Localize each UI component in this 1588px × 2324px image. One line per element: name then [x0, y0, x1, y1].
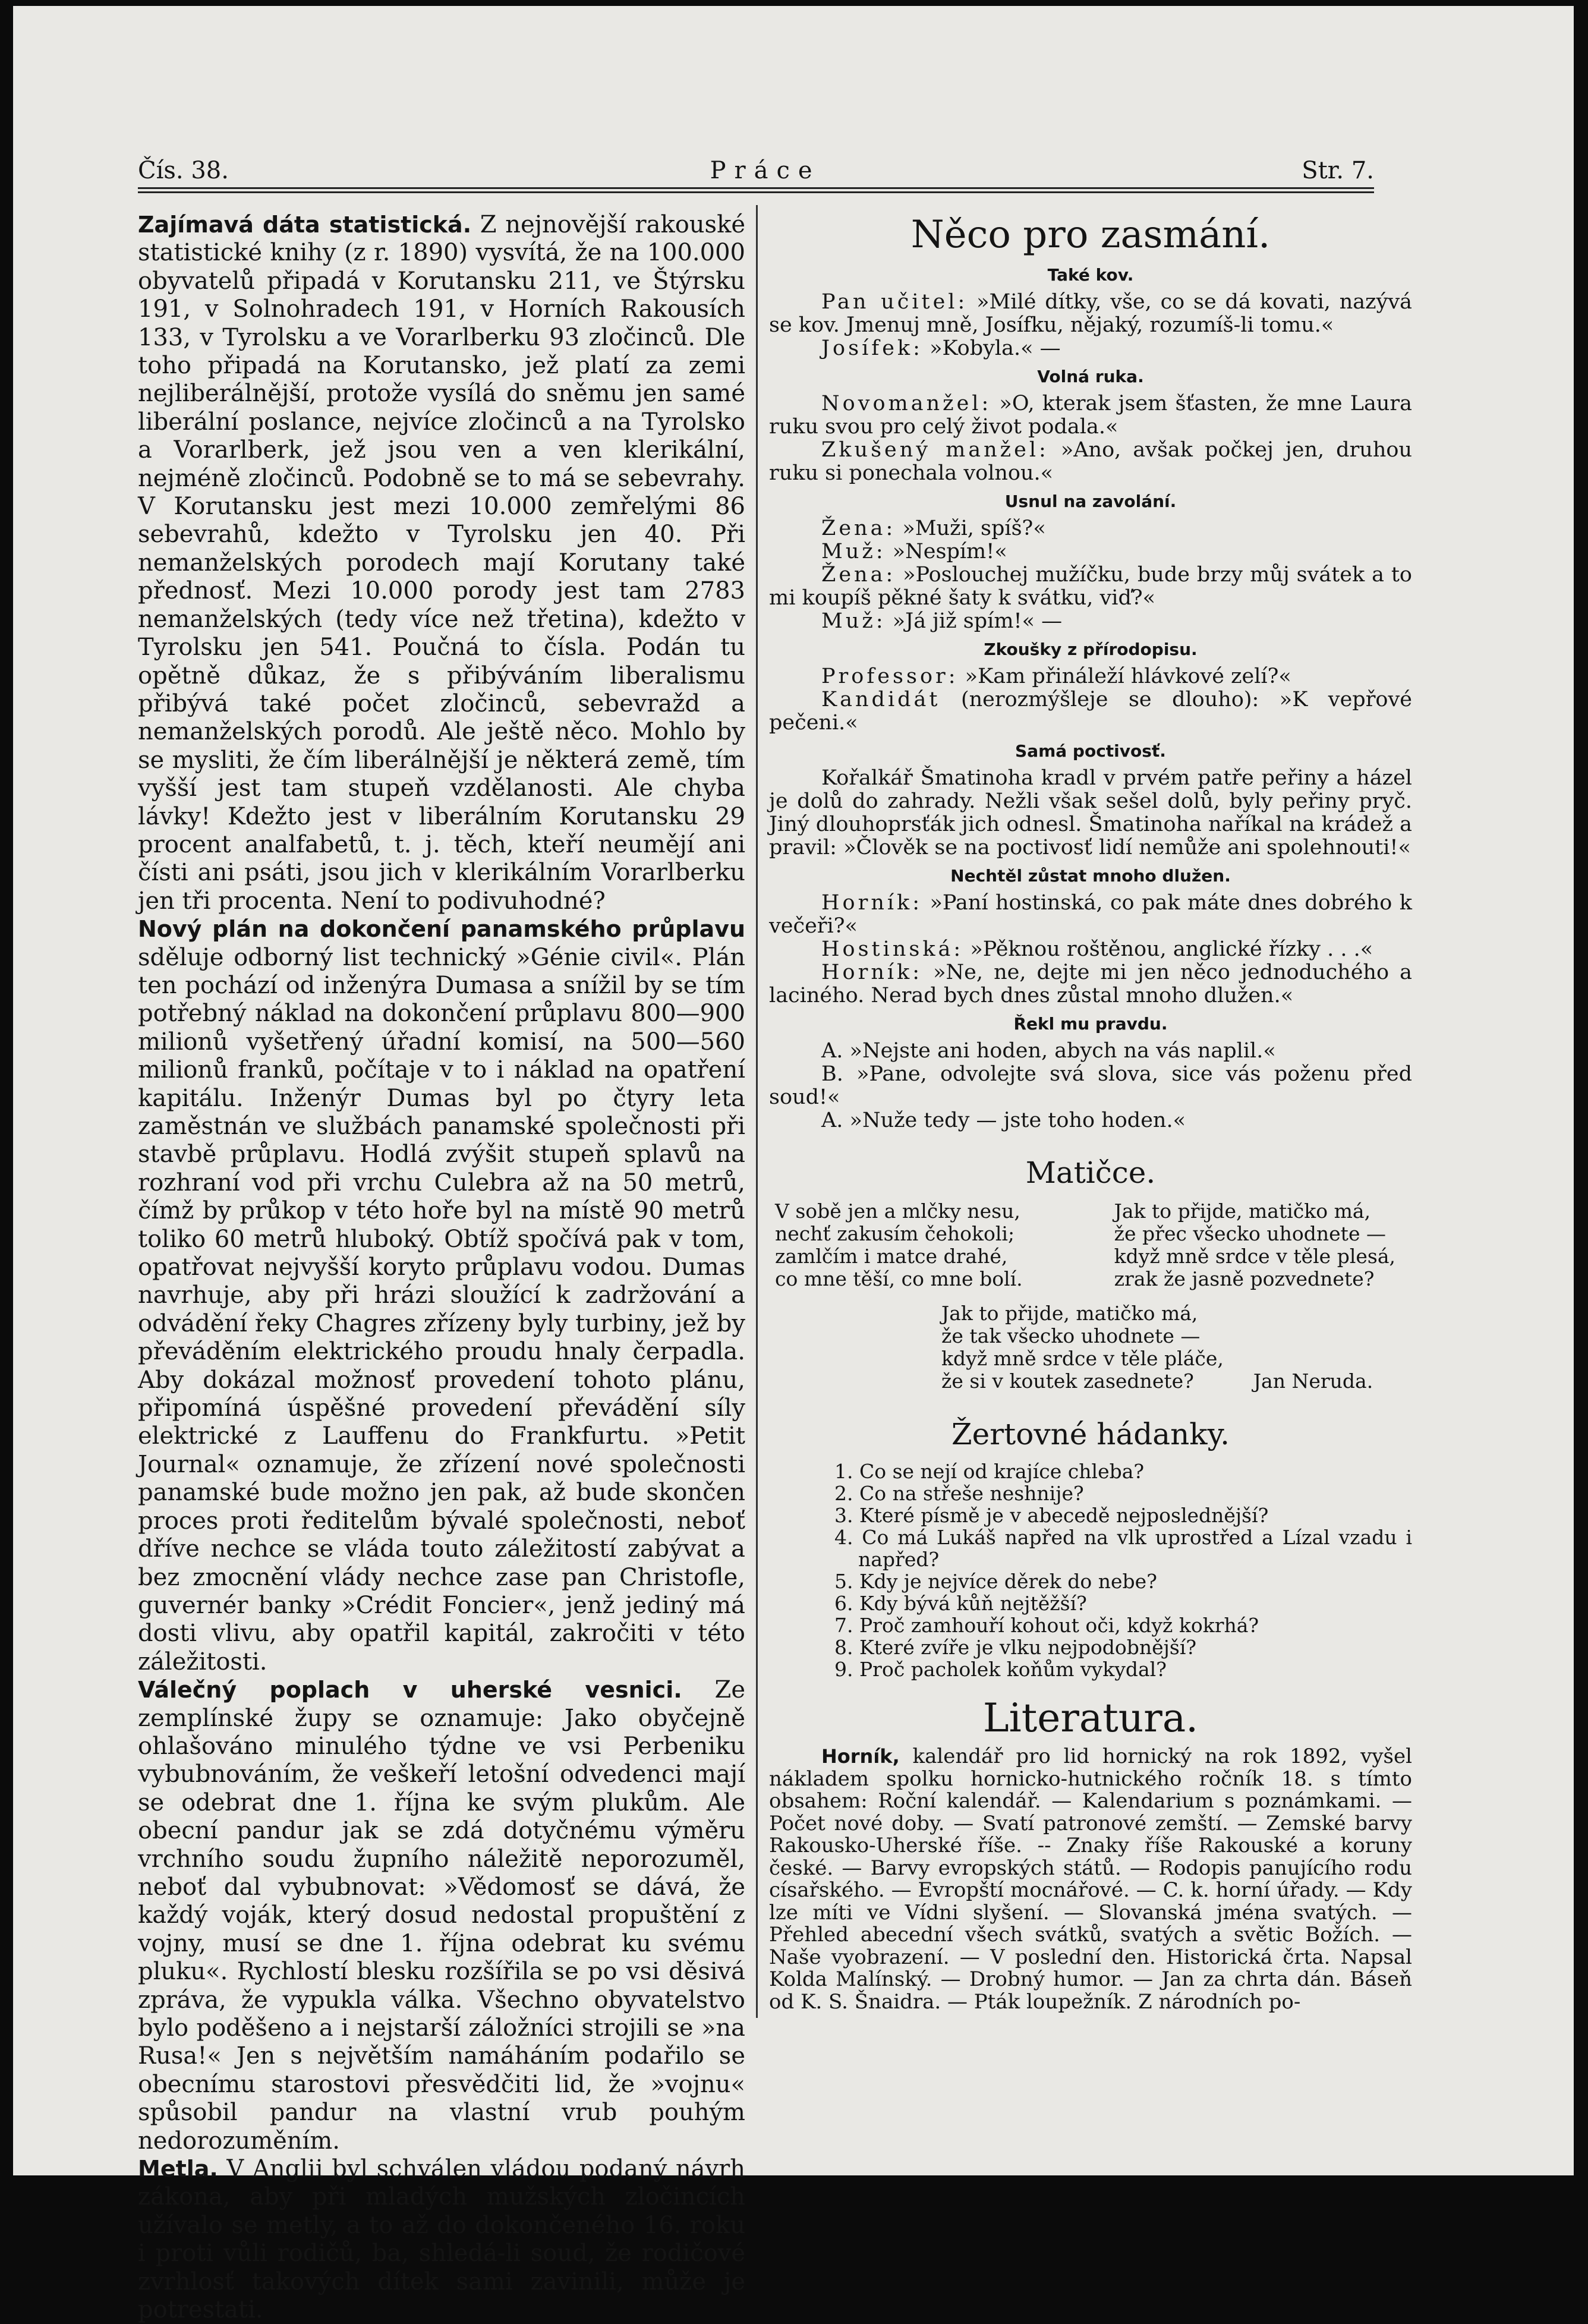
riddle-item: 1. Co se nejí od krajíce chleba?	[834, 1460, 1145, 1483]
joke-speaker: Žena:	[821, 563, 896, 587]
joke-line	[769, 540, 1412, 563]
joke-title: Samá poctivosť.	[1015, 741, 1166, 761]
literature-text	[769, 1746, 1412, 2013]
newspaper-page	[13, 6, 1574, 2324]
joke-text: »Ano, avšak počkej jen, druhou ruku si ponechala volnou.«	[769, 438, 1412, 485]
joke-text: »Kam přináleží hlávkové zelí?«	[958, 665, 1291, 688]
article-text: sděluje odborný list technický »Génie civil«. Plán ten pochází od inženýra Dumasa a snížil by se tím potřebný náklad na dokončení průplavu 800—900 milionů vyšetřený úřadní komisí, na 500—560 milionů franků, počítaje v to i náklad na opatření kapitálu. Inženýr Dumas byl po čtyry leta zaměstnán ve službách panamské společnosti při stavbě průplavu. Hodlá zvýšit stupeň splavů na rozhraní vod při vrchu Culebra až na 50 metrů, čímž by průkop v této hoře byl na místě 90 metrů toliko 60 metrů hluboký. Obtíž spočívá pak v tom, opatřovat nejvyšší koryto průplavu vodou. Dumas navrhuje, aby při hrázi sloužící k zadržování a odvádění řeky Chagres zřízeny byly turbiny, jež by převáděním elektrického proudu hnaly čerpadla. Aby dokázal možnosť provedení tohoto plánu, připomíná úspěšné provedení převádění síly elektrické z Lauffenu do Frankfurtu. »Petit Journal« oznamuje, že zřízení nové společnosti panamské bude možno jen pak, až bude skončen proces proti ředitelům bývalé společnosti, neboť dříve nechce se vláda touto záležitostí zabývat a bez zmocnění vlády nechce zase pan Christofle, guvernér banky »Crédit Foncier«, jenž jediný má dosti vlivu, aby opatřil kapitál, zakročiti v této záležitosti.	[138, 943, 745, 1676]
article-heading: Metla.	[138, 2156, 218, 2183]
poem-stanzas	[769, 1200, 1412, 1290]
fun-section-title: Něco pro zasmání.	[910, 213, 1271, 257]
joke-title: Nechtěl zůstat mnoho dlužen.	[950, 866, 1231, 886]
joke-line	[769, 610, 1412, 633]
poem-title: Matičce.	[1025, 1155, 1156, 1190]
newspaper-title: Práce	[710, 157, 821, 184]
header-rule-2	[138, 191, 1374, 193]
joke-speaker: Zkušený manžel:	[821, 438, 1049, 462]
article-heading: Zajímavá dáta statistická.	[138, 212, 472, 238]
issue-number: Čís. 38.	[138, 157, 229, 184]
joke-speaker: Žena:	[821, 517, 896, 540]
joke-line	[769, 563, 1412, 610]
joke-text: »Paní hostinská, co pak máte dnes dobrého k večeři?«	[769, 891, 1412, 938]
poem-stanza-2: Jak to přijde, matičko má, že přec všecko uhodnete — když mně srdce v těle plesá, zrak že jasně pozvednete?	[1114, 1199, 1395, 1290]
poem-stanza-3-block	[941, 1302, 1412, 1393]
article-statistics	[138, 211, 745, 915]
joke-speaker: Josífek:	[821, 336, 923, 360]
joke-line	[769, 1109, 1412, 1132]
joke-text: (nerozmýšleje se dlouho): »K vepřové pečeni.«	[769, 688, 1412, 735]
joke-text: »Poslouchej mužíčku, bude brzy můj svátek a to mi koupíš pěkné šaty k svátku, viď?«	[769, 563, 1412, 610]
column-divider	[756, 205, 758, 2018]
right-column	[769, 211, 1412, 2013]
joke-speaker: Horník:	[821, 891, 923, 915]
joke-text: Kořalkář Šmatinoha kradl v prvém patře peřiny a házel je dolů do zahrady. Nežli však sešel dolů, byly peřiny pryč. Jiný dlouhoprsťák jich odnesl. Šmatinoha naříkal na krádež a pravil: »Člověk se na poctivosť lidí nemůže ani spolehnouti!«	[769, 766, 1412, 859]
joke-line	[769, 517, 1412, 540]
joke-text: »Kobyla.« —	[922, 336, 1061, 360]
jokes-list	[769, 263, 1412, 1132]
joke-text: »Pěknou roštěnou, anglické řízky . . .«	[963, 937, 1373, 961]
poem-stanza-1: V sobě jen a mlčky nesu, nechť zakusím čehokoli; zamlčím i matce drahé, co mne těší, co mne bolí.	[775, 1199, 1023, 1290]
joke-title: Usnul na zavolání.	[1004, 492, 1177, 511]
joke-title: Volná ruka.	[1037, 367, 1144, 386]
riddle-item: 7. Proč zamhouří kohout oči, když kokrhá?	[834, 1614, 1259, 1637]
joke-speaker: Muž:	[821, 540, 886, 563]
literature-body: kalendář pro lid hornický na rok 1892, vyšel nákladem spolku hornicko-hutnického ročník 18. s tímto obsahem: Roční kalendář. — Kalendarium s poznámkami. — Počet nové doby. — Svatí patronové zemští. — Zemské barvy Rakousko-Uherské říše. -- Znaky říše Rakouské a koruny české. — Barvy evropských států. — Rodopis panujícího rodu císařského. — Evropští mocnářové. — C. k. horní úřady. — Kdy lze míti ve Vídni slyšení. — Slovanská jména svatých. — Přehled abecední všech svátků, svatých a světic Božích. — Naše vyobrazení. — V poslední den. Historická črta. Napsal Kolda Malínský. — Drobný humor. — Jan za chrta dán. Báseň od K. S. Šnaidra. — Pták loupežník. Z národních po-	[769, 1744, 1412, 2014]
riddle-item: 2. Co na střeše neshnije?	[834, 1482, 1084, 1505]
article-text: V Anglii byl schválen vládou podaný návrh zákona, aby při mladých mužských zločincích užívalo se metly, a to až do dokončeného 16. roku i proti vůli rodičů, ba, shledá-li soud, že rodičové zvrhlosť takových dítek sami zavinili, může je potrestati.	[138, 2155, 745, 2324]
joke-line	[769, 892, 1412, 938]
riddle-item: 5. Kdy je nejvíce děrek do nebe?	[834, 1570, 1157, 1593]
joke-line	[769, 688, 1412, 735]
header-rule	[138, 187, 1374, 189]
joke-text: »Muži, spíš?«	[896, 517, 1046, 540]
joke-title: Také kov.	[1047, 265, 1134, 285]
riddle-item: 3. Které písmě je v abecedě nejposlednější?	[834, 1504, 1269, 1527]
article-heading: Nový plán na dokončení panamského průplavu	[138, 916, 745, 943]
joke-line	[769, 1040, 1412, 1063]
page-header	[138, 149, 1374, 184]
joke-line	[769, 665, 1412, 688]
poem-author: Jan Neruda.	[1253, 1369, 1373, 1393]
riddle-item: 4. Co má Lukáš napřed na vlk uprostřed a Lízal vzadu i napřed?	[834, 1526, 1412, 1571]
joke-line	[769, 1063, 1412, 1109]
joke-text: »Milé dítky, vše, co se dá kovati, nazývá se kov. Jmenuj mně, Josífku, nějaký, rozumíš-li tomu.«	[769, 290, 1412, 337]
joke-text: B. »Pane, odvolejte svá slova, sice vás poženu před soud!«	[769, 1062, 1412, 1109]
joke-speaker: Kandidát	[821, 688, 941, 711]
joke-text: »Nespím!«	[886, 540, 1007, 563]
joke-line	[769, 439, 1412, 485]
joke-line	[769, 961, 1412, 1007]
riddle-item: 9. Proč pacholek koňům vykydal?	[834, 1658, 1167, 1681]
article-panama	[138, 915, 745, 1676]
joke-text: »Ne, ne, dejte mi jen něco jednoduchého a laciného. Nerad bych dnes zůstal mnoho dlužen.«	[769, 961, 1412, 1007]
page-number: Str. 7.	[1302, 157, 1374, 184]
joke-text: A. »Nuže tedy — jste toho hoden.«	[821, 1109, 1186, 1132]
literature-heading: Horník,	[821, 1745, 900, 1768]
joke-speaker: Muž:	[821, 609, 886, 633]
article-metla	[138, 2155, 745, 2324]
joke-title: Řekl mu pravdu.	[1013, 1014, 1168, 1034]
joke-text: »Já již spím!« —	[886, 609, 1063, 633]
riddles-list	[769, 1460, 1412, 1680]
joke-speaker: Pan učitel:	[821, 290, 968, 314]
poem-stanza-3: Jak to přijde, matičko má, že tak všecko uhodnete — když mně srdce v těle pláče, že si v koutek zasednete?	[941, 1302, 1224, 1393]
joke-line	[769, 337, 1412, 360]
joke-line	[769, 938, 1412, 961]
riddles-title: Žertovné hádanky.	[951, 1417, 1230, 1451]
joke-line	[769, 392, 1412, 439]
article-heading: Válečný poplach v uherské vesnici.	[138, 1677, 682, 1703]
left-column	[138, 211, 745, 2324]
joke-speaker: Hostinská:	[821, 937, 964, 961]
joke-speaker: Novomanžel:	[821, 392, 992, 415]
joke-text: »O, kterak jsem šťasten, že mne Laura ruku svou pro celý život podala.«	[769, 392, 1412, 439]
joke-speaker: Horník:	[821, 961, 923, 984]
article-war-alarm	[138, 1676, 745, 2155]
article-text: Z nejnovější rakouské statistické knihy (z r. 1890) vysvítá, že na 100.000 obyvatelů připadá v Korutansku 211, ve Štýrsku 191, v Solnohradech 191, v Horních Rakousích 133, v Tyrolsku a ve Vorarlberku 93 zločinců. Dle toho připadá na Korutansko, jež platí za zemi nejliberálnější, protože vysílá do sněmu jen samé liberální poslance, nejvíce zločinců a na Tyrolsko a Vorarlberk, jež jsou ven a ven klerikální, nejméně zločinců. Podobně se to má se sebevrahy. V Korutansku jest mezi 10.000 zemřelými 86 sebevrahů, kdežto v Tyrolsku jen 40. Při nemanželských porodech mají Korutany také přednosť. Mezi 10.000 porody jest tam 2783 nemanželských (tedy více než třetina), kdežto v Tyrolsku jen 541. Poučná to čísla. Podán tu opětně důkaz, že s přibýváním liberalismu přibývá také počet zločinců, sebevražd a nemanželských porodů. Ale ještě něco. Mohlo by se mysliti, že čím liberálnější je některá země, tím vyšší jest tam stupeň vzdělanosti. Ale chyba lávky! Kdežto jest v liberálním Korutansku 29 procent analfabetů, t. j. těch, kteří neumějí ani čísti ani psáti, jsou jich v klerikálním Vorarlberku jen tři procenta. Není to podivuhodné?	[138, 211, 745, 915]
joke-line	[769, 291, 1412, 337]
joke-line	[769, 767, 1412, 859]
joke-text: A. »Nejste ani hoden, abych na vás naplil.«	[821, 1039, 1276, 1063]
literature-title: Literatura.	[982, 1695, 1199, 1741]
riddle-item: 8. Které zvíře je vlku nejpodobnější?	[834, 1636, 1197, 1659]
joke-title: Zkoušky z přírodopisu.	[984, 640, 1198, 659]
riddle-item: 6. Kdy bývá kůň nejtěžší?	[834, 1592, 1087, 1615]
joke-speaker: Professor:	[821, 665, 959, 688]
article-text: Ze zemplínské župy se oznamuje: Jako obyčejně ohlašováno minulého týdne ve vsi Perbeniku vybubnováním, že veškeří letošní odvedenci mají se odebrat dne 1. října ke svým plukům. Ale obecní pandur jak se zdá dotyčnému výměru vrchního soudu župního náležitě neporozuměl, neboť dal vybubnovat: »Vědomosť se dává, že každý voják, který dosud nedostal propuštění z vojny, musí se dne 1. října odebrat ku svému pluku«. Rychlostí blesku rozšířila se po vsi děsivá zpráva, že vypukla válka. Všechno obyvatelstvo bylo poděšeno a i nejstarší záložníci strojili se »na Rusa!« Jen s největším namáháním podařilo se obecnímu starostovi přesvědčiti lid, že »vojnu« spůsobil pandur na vlastní vrub pouhým nedorozuměním.	[138, 1676, 745, 2155]
